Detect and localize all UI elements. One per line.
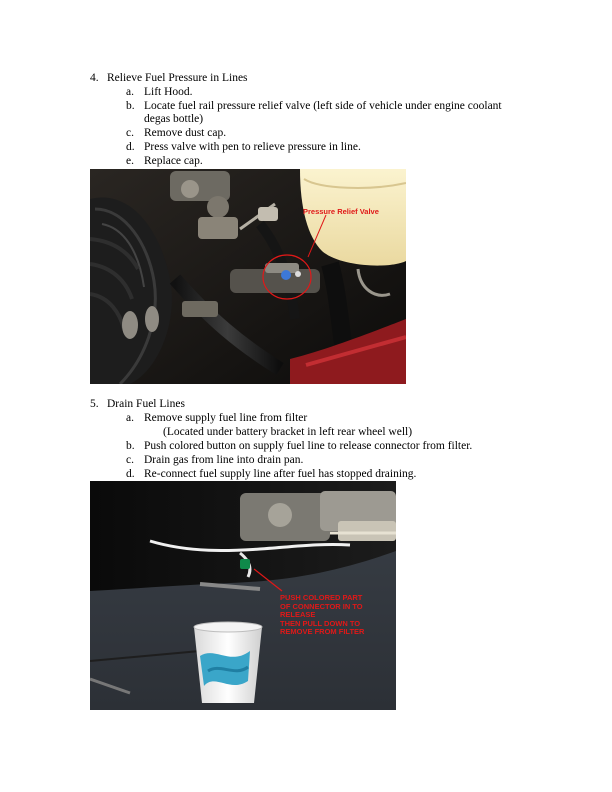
step-4b-cont-text: degas bottle) (144, 113, 204, 125)
step-5c-text: Drain gas from line into drain pan. (144, 454, 304, 466)
step-5a-text: Remove supply fuel line from filter (144, 412, 308, 424)
step-5b-letter: b. (126, 440, 135, 452)
callout-line-3: RELEASE (280, 610, 316, 619)
push-connector-callout (280, 594, 364, 637)
step-4a-text: Lift Hood. (144, 86, 193, 98)
pressure-relief-valve-label: Pressure Relief Valve (303, 207, 379, 216)
step-4c-letter: c. (126, 127, 134, 139)
step-4e-letter: e. (126, 155, 134, 167)
step-4-title: Relieve Fuel Pressure in Lines (107, 72, 248, 84)
step-4d-text: Press valve with pen to relieve pressure in line. (144, 141, 361, 153)
step-5b-text: Push colored button on supply fuel line to release connector from filter. (144, 440, 473, 452)
engine-bay-illustration (90, 169, 406, 384)
step-5a-cont-text: (Located under battery bracket in left rear wheel well) (163, 426, 413, 438)
callout-line-4: THEN PULL DOWN TO (280, 618, 361, 628)
step-4d-letter: d. (126, 141, 135, 153)
step-4-number: 4. (90, 72, 99, 84)
engine-bay-photo (90, 169, 406, 384)
step-4-heading (90, 72, 248, 85)
step-5-number: 5. (90, 398, 99, 410)
step-4b-text: Locate fuel rail pressure relief valve (left side of vehicle under engine coolant (144, 100, 502, 112)
callout-line-1: PUSH COLORED PART (280, 593, 363, 602)
step-4b-letter: b. (126, 100, 135, 112)
callout-line-5: REMOVE FROM FILTER (280, 627, 365, 636)
step-5-heading (90, 398, 185, 411)
step-5d-text: Re-connect fuel supply line after fuel has stopped draining. (144, 468, 417, 480)
callout-line-2: OF CONNECTOR IN TO (280, 601, 363, 611)
step-5-title: Drain Fuel Lines (107, 398, 185, 410)
step-4a-letter: a. (126, 86, 134, 98)
step-4e-text: Replace cap. (144, 155, 203, 167)
step-4c-text: Remove dust cap. (144, 127, 227, 139)
step-5a-letter: a. (126, 412, 134, 424)
step-5d-letter: d. (126, 468, 135, 480)
step-5c-letter: c. (126, 454, 134, 466)
